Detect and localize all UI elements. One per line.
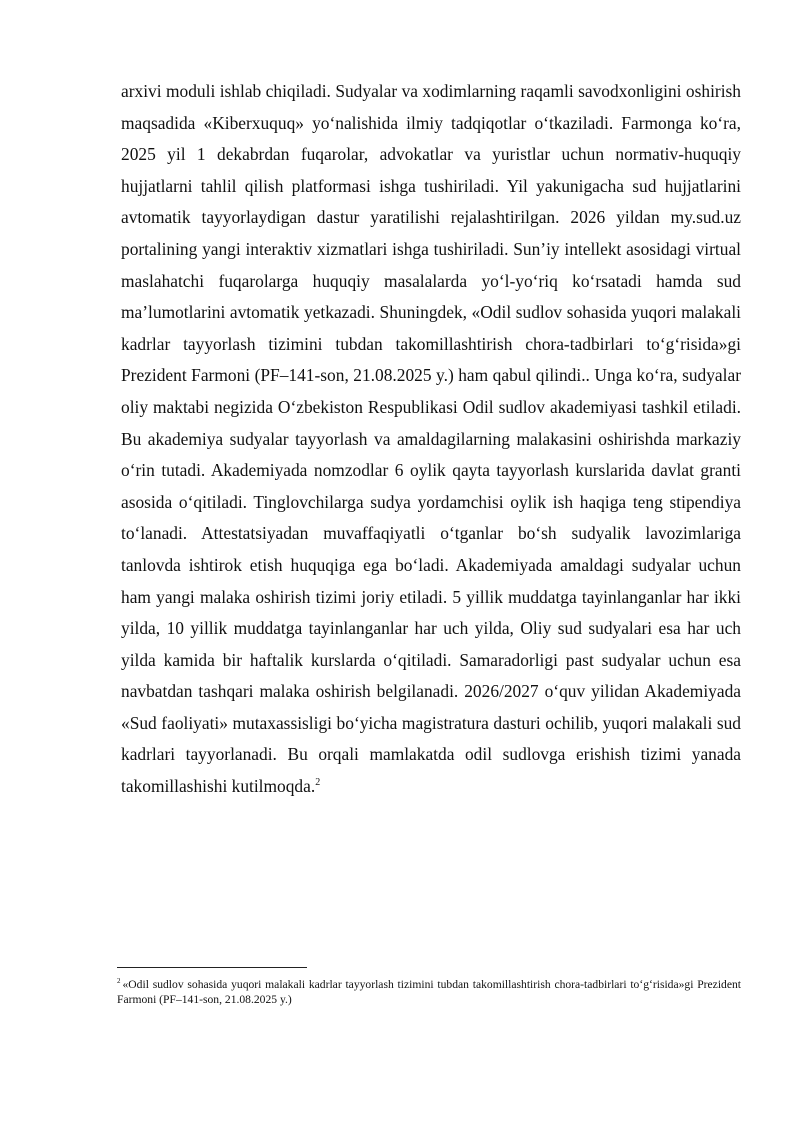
footnote — [117, 977, 741, 1007]
footnote-reference[interactable]: 2 — [315, 777, 321, 789]
footnote-marker: 2 — [117, 977, 121, 986]
footnote-text: «Odil sudlov sohasida yuqori malakali kadrlar tayyorlash tizimini tubdan takomillashtirish chora-tadbirlari to‘g‘risida»gi Prezident Farmoni (PF–141-son, 21.08.2025 y.) — [117, 978, 741, 1006]
body-paragraph — [121, 76, 741, 803]
footnote-separator — [117, 967, 307, 968]
paragraph-text: arxivi moduli ishlab chiqiladi. Sudyalar va xodimlarning raqamli savodxonligini oshirish maqsadida «Kiberxuquq» yo‘nalishida ilmiy tadqiqotlar o‘tkaziladi. Farmonga ko‘ra, 2025 yil 1 dekabrdan fuqarolar, advokatlar va yuristlar uchun normativ-huquqiy hujjatlarni tahlil qilish platformasi ishga tushiriladi. Yil yakunigacha sud hujjatlarini avtomatik tayyorlaydigan dastur yaratilishi rejalashtirilgan. 2026 yildan my.sud.uz portalining yangi interaktiv xizmatlari ishga tushiriladi. Sun’iy intellekt asosidagi virtual maslahatchi fuqarolarga huquqiy masalalarda yo‘l-yo‘riq ko‘rsatadi hamda sud ma’lumotlarini avtomatik yetkazadi. Shuningdek, «Odil sudlov sohasida yuqori malakali kadrlar tayyorlash tizimini tubdan takomillashtirish chora-tadbirlari to‘g‘risida»gi Prezident Farmoni (PF–141-son, 21.08.2025 y.) ham qabul qilindi.. Unga ko‘ra, sudyalar oliy maktabi negizida O‘zbekiston Respublikasi Odil sudlov akademiyasi tashkil etiladi. Bu akademiya sudyalar tayyorlash va amaldagilarning malakasini oshirishda markaziy o‘rin tutadi. Akademiyada nomzodlar 6 oylik qayta tayyorlash kurslarida davlat granti asosida o‘qitiladi. Tinglovchilarga sudya yordamchisi oylik ish haqiga teng stipendiya to‘lanadi. Attestatsiyadan muvaffaqiyatli o‘tganlar bo‘sh sudyalik lavozimlariga tanlovda ishtirok etish huquqiga ega bo‘ladi. Akademiyada amaldagi sudyalar uchun ham yangi malaka oshirish tizimi joriy etiladi. 5 yillik muddatga tayinlanganlar har ikki yilda, 10 yillik muddatga tayinlanganlar har uch yilda, Oliy sud sudyalari esa har uch yilda kamida bir haftalik kurslarda o‘qitiladi. Samaradorligi past sudyalar uchun esa navbatdan tashqari malaka oshirish belgilanadi. 2026/2027 o‘quv yilidan Akademiyada «Sud faoliyati» mutaxassisligi bo‘yicha magistratura dasturi ochilib, yuqori malakali sud kadrlari tayyorlanadi. Bu orqali mamlakatda odil sudlovga erishish tizimi yanada takomillashishi kutilmoqda. — [121, 81, 741, 797]
